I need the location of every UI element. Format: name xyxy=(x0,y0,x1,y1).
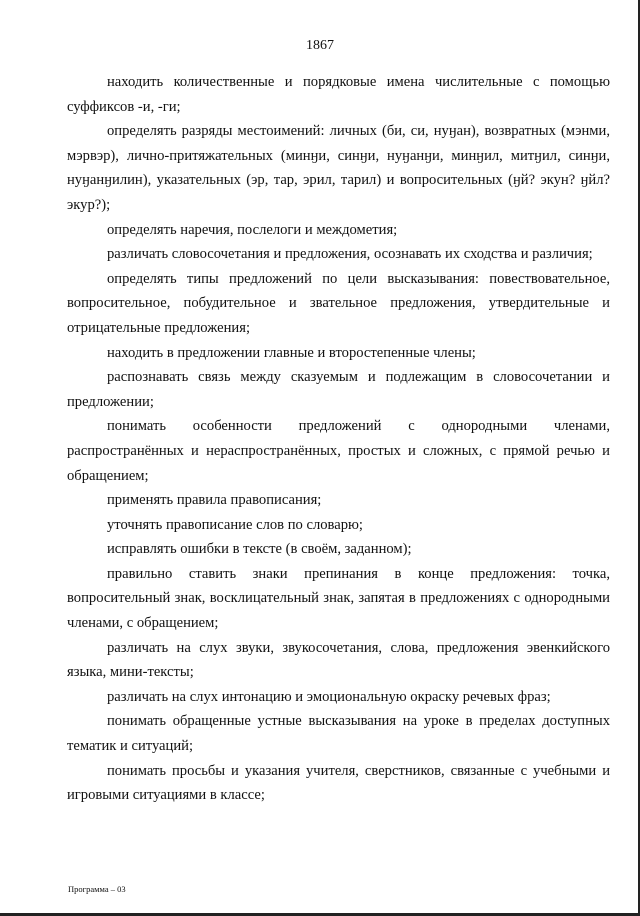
paragraph-corrections: исправлять ошибки в тексте (в своём, заданном); xyxy=(107,541,412,558)
paragraph-adverbs: определять наречия, послелоги и междометия; xyxy=(107,221,398,238)
paragraph-requests: понимать просьбы и указания учителя, сверстников, связанные с учебными и игровыми ситуациями в классе; xyxy=(67,762,610,804)
paragraph-phrases-sentences: различать словосочетания и предложения, осознавать их сходства и различия; xyxy=(107,246,593,263)
page-body xyxy=(67,70,610,808)
footer-label: Программа – 03 xyxy=(68,884,126,894)
paragraph-predicate-subject: распознавать связь между сказуемым и подлежащим в словосочетании и предложении; xyxy=(67,369,610,410)
paragraph-punctuation: правильно ставить знаки препинания в конце предложения: точка, вопросительный знак, восклицательный знак, запятая в предложениях с однородными членами, с обращением; xyxy=(67,565,610,632)
paragraph-pronouns: определять разряды местоимений: личных (би, си, нуӈан), возвратных (мэнми, мэрвэр), лично-притяжательных (минӈи, синӈи, нуӈанӈи, минӈил, митӈил, синӈи, нуӈанӈилин), указательных (эр, тар, эрил, тарил) и вопросительных (ӈй? экун? ӈйл? экур?); xyxy=(67,123,610,213)
paragraph-dictionary: уточнять правописание слов по словарю; xyxy=(107,516,363,533)
page-number: 1867 xyxy=(306,38,334,53)
paragraph-spelling-rules: применять правила правописания; xyxy=(107,492,322,509)
paragraph-sentence-features: понимать особенности предложений с однородными членами, распространённых и нераспространённых, простых и сложных, с прямой речью и обращением; xyxy=(67,418,610,484)
paragraph-oral-statements: понимать обращенные устные высказывания на уроке в пределах доступных тематик и ситуаций; xyxy=(67,713,610,755)
paragraph-intonation: различать на слух интонацию и эмоциональную окраску речевых фраз; xyxy=(107,688,551,705)
paragraph-sentence-members: находить в предложении главные и второстепенные члены; xyxy=(107,344,476,361)
paragraph-listening-sounds: различать на слух звуки, звукосочетания, слова, предложения эвенкийского языка, мини-тексты; xyxy=(67,639,610,681)
paragraph-numerals: находить количественные и порядковые имена числительные с помощью суффиксов -и, -ги; xyxy=(67,74,610,115)
paragraph-sentence-types: определять типы предложений по цели высказывания: повествовательное, вопросительное, побудительное и звательное предложения, утвердительные и отрицательные предложения; xyxy=(67,270,610,336)
